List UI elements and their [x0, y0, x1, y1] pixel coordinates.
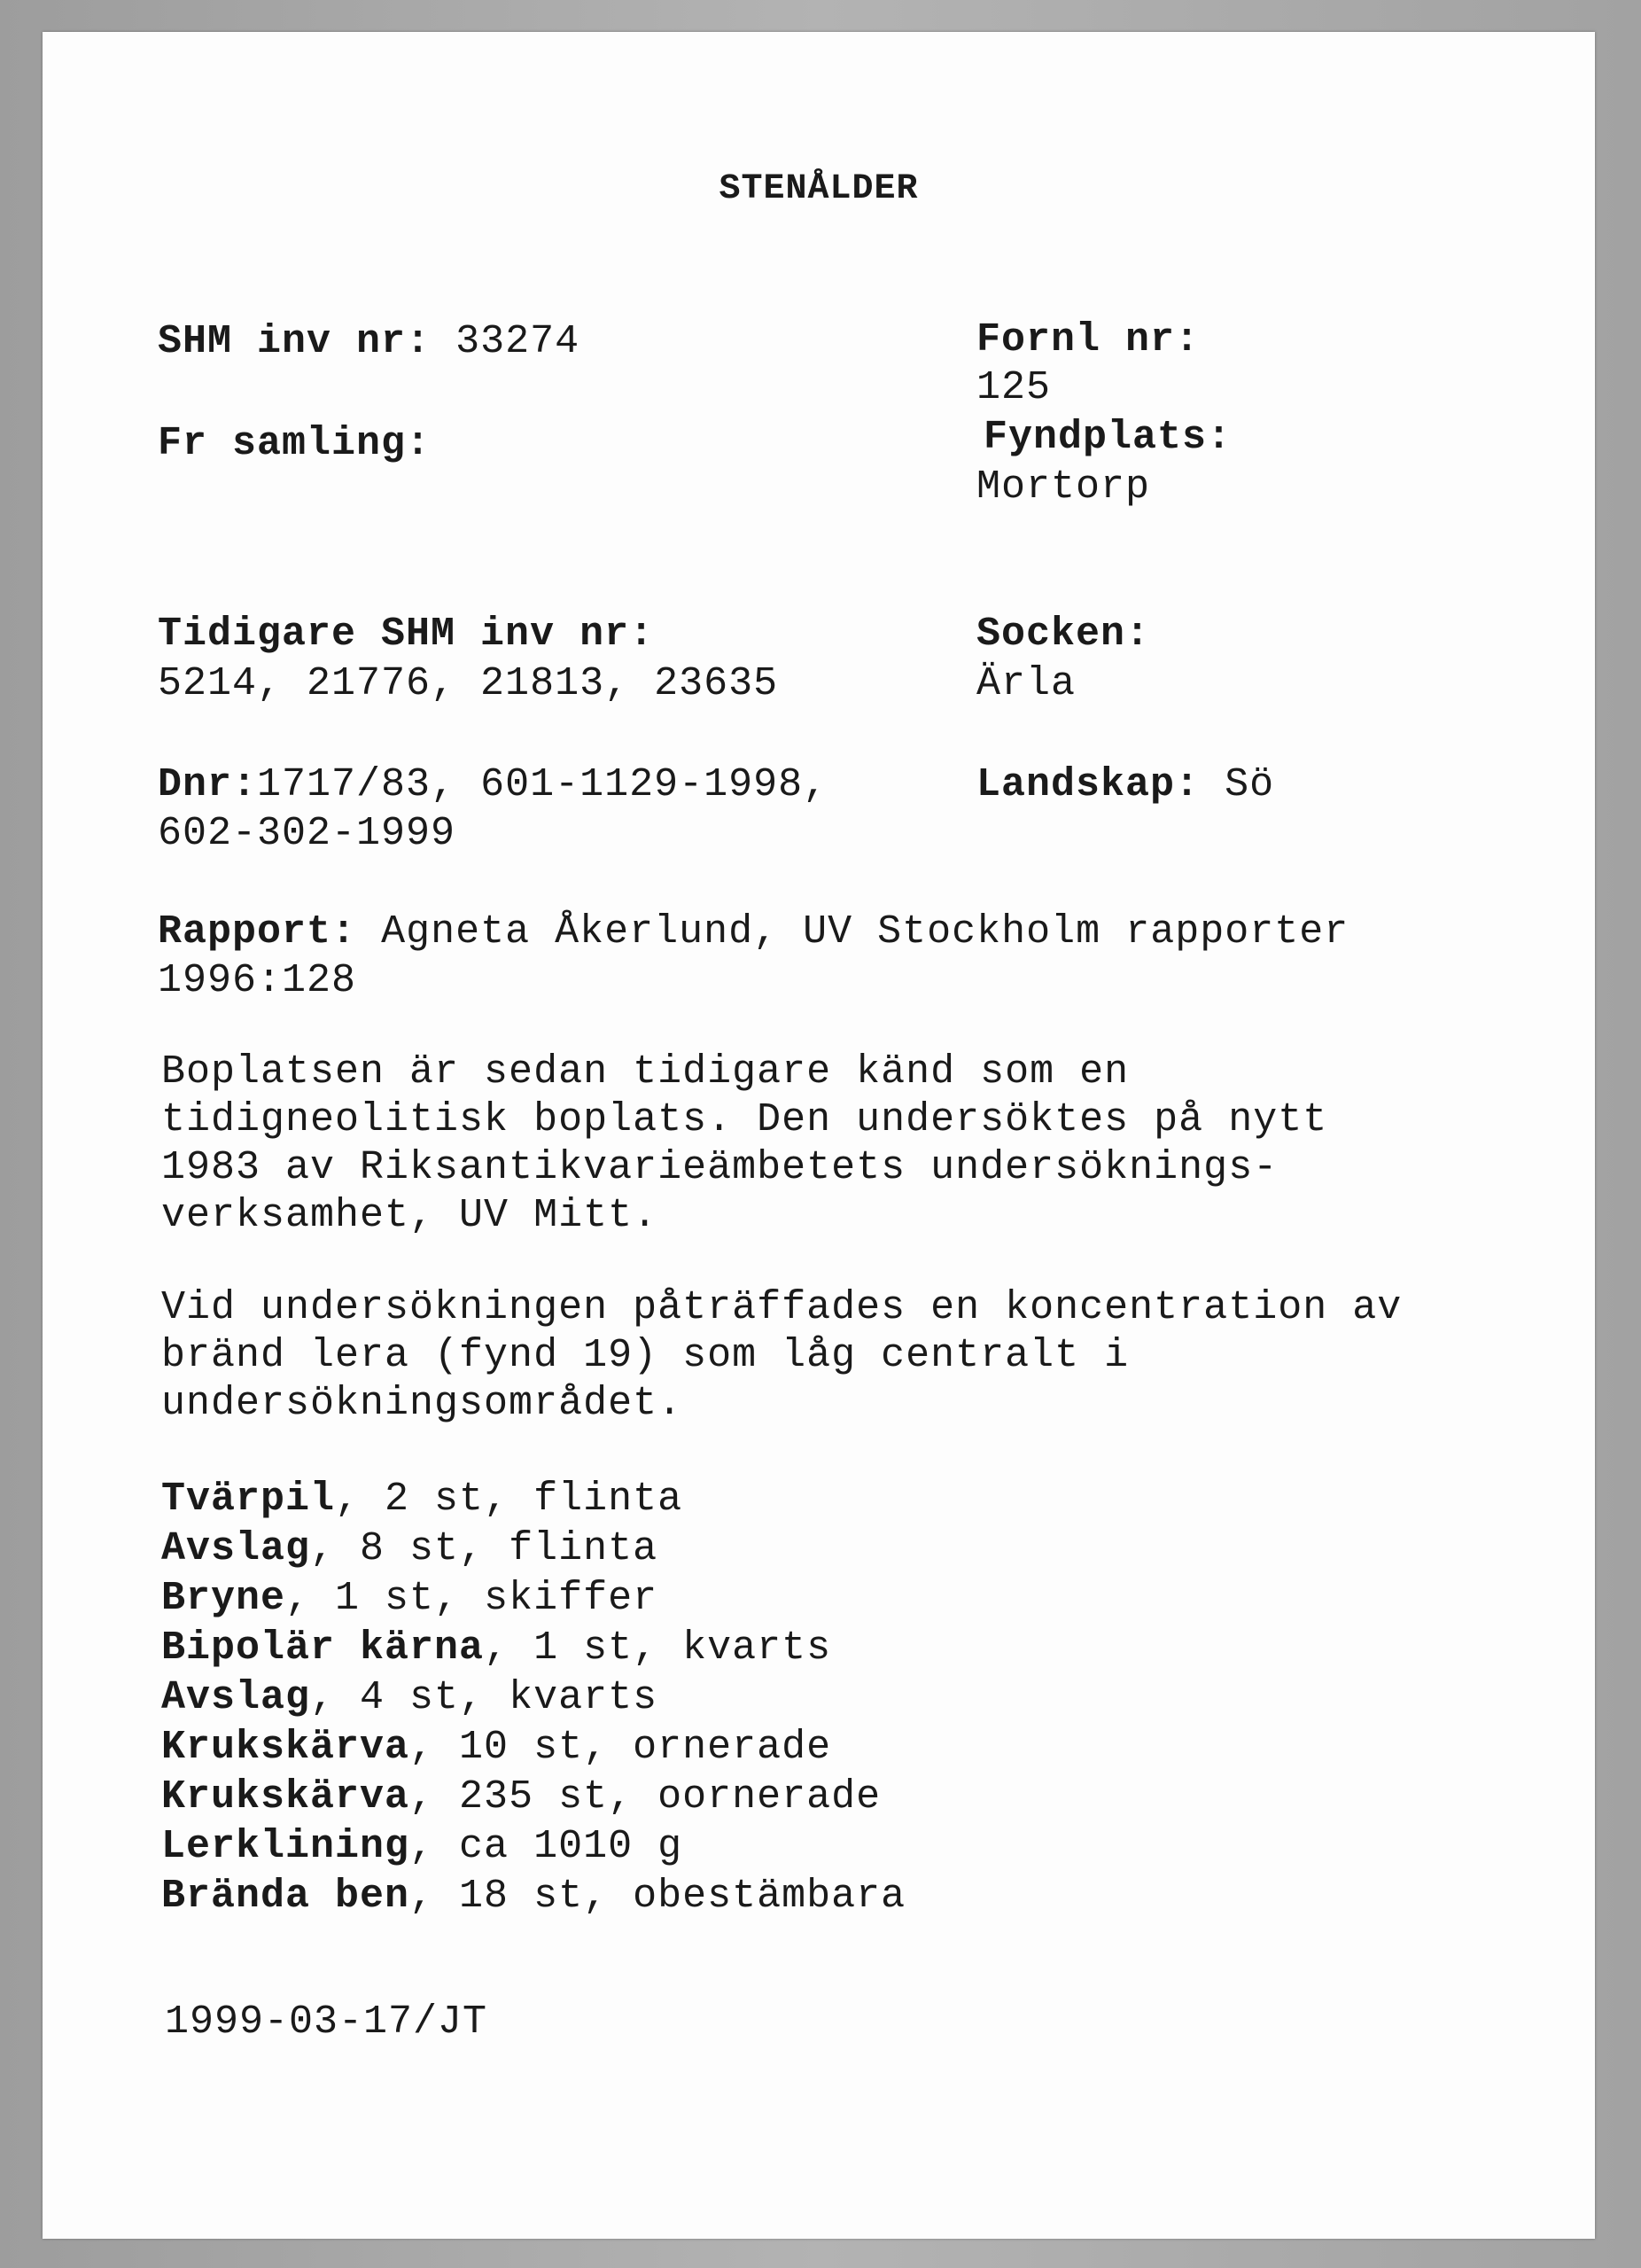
find-detail: , 8 st, flinta [310, 1526, 658, 1571]
paragraph1-line: 1983 av Riksantikvarieämbetets undersöknings- [161, 1145, 1279, 1190]
paragraph2-line: bränd lera (fynd 19) som låg centralt i [161, 1333, 1130, 1378]
paragraph1-line: tidigneolitisk boplats. Den undersöktes på nytt [161, 1097, 1328, 1142]
find-item [161, 1624, 831, 1673]
find-name: Avslag [161, 1675, 311, 1720]
fornl-label: Fornl nr: [976, 317, 1201, 362]
landskap-field [976, 760, 1274, 810]
paragraph2-line: undersökningsområdet. [161, 1381, 683, 1426]
find-detail: , 1 st, skiffer [285, 1576, 658, 1621]
find-detail: , ca 1010 g [409, 1824, 683, 1869]
rapport-label: Rapport: [158, 909, 357, 955]
find-item [161, 1574, 657, 1624]
fornl-value: 125 [976, 365, 1052, 410]
find-item [161, 1822, 682, 1872]
find-name: Avslag [161, 1526, 311, 1571]
landskap-label: Landskap: [976, 762, 1201, 807]
find-name: Lerklining [161, 1824, 410, 1869]
tidigare-label: Tidigare SHM inv nr: [158, 612, 655, 657]
dnr-field [158, 760, 828, 810]
find-item [161, 1524, 657, 1574]
socken-value: Ärla [976, 661, 1077, 706]
paragraph1-line: Boplatsen är sedan tidigare känd som en [161, 1049, 1130, 1095]
shm-inv-label: SHM inv nr: [158, 319, 432, 364]
find-item [161, 1475, 682, 1524]
paragraph2-line: Vid undersökningen påträffades en koncentration av [161, 1285, 1403, 1330]
landskap-value: Sö [1225, 762, 1275, 807]
find-detail: , 235 st, oornerade [409, 1774, 882, 1820]
dnr-value-line2: 602-302-1999 [158, 811, 456, 856]
find-name: Bryne [161, 1576, 286, 1621]
shm-inv-value: 33274 [455, 319, 580, 364]
shm-inv-field [158, 317, 579, 367]
rapport-value-line2: 1996:128 [158, 958, 357, 1003]
find-detail: , 10 st, ornerade [409, 1725, 832, 1770]
find-item [161, 1673, 657, 1723]
find-detail: , 2 st, flinta [335, 1477, 683, 1522]
dnr-value-line1: 1717/83, 601-1129-1998, [257, 762, 828, 807]
socken-label: Socken: [976, 612, 1151, 657]
fyndplats-label: Fyndplats: [984, 415, 1233, 460]
find-item [161, 1723, 831, 1773]
find-name: Bipolär kärna [161, 1625, 485, 1671]
date-signature: 1999-03-17/JT [165, 1999, 488, 2045]
rapport-field [158, 908, 1349, 957]
paragraph1-line: verksamhet, UV Mitt. [161, 1193, 658, 1238]
find-name: Brända ben [161, 1874, 410, 1919]
dnr-label: Dnr: [158, 762, 258, 807]
tidigare-value: 5214, 21776, 21813, 23635 [158, 661, 779, 706]
find-item [161, 1872, 906, 1921]
fr-samling-label: Fr samling: [158, 421, 432, 466]
find-item [161, 1773, 881, 1822]
document-title: STENÅLDER [719, 169, 919, 209]
document-page [43, 32, 1595, 2239]
find-detail: , 18 st, obestämbara [409, 1874, 906, 1919]
fyndplats-value: Mortorp [976, 464, 1151, 510]
find-detail: , 4 st, kvarts [310, 1675, 658, 1720]
find-name: Krukskärva [161, 1774, 410, 1820]
rapport-value-line1: Agneta Åkerlund, UV Stockholm rapporter [381, 909, 1349, 955]
find-name: Tvärpil [161, 1477, 336, 1522]
find-name: Krukskärva [161, 1725, 410, 1770]
find-detail: , 1 st, kvarts [484, 1625, 832, 1671]
